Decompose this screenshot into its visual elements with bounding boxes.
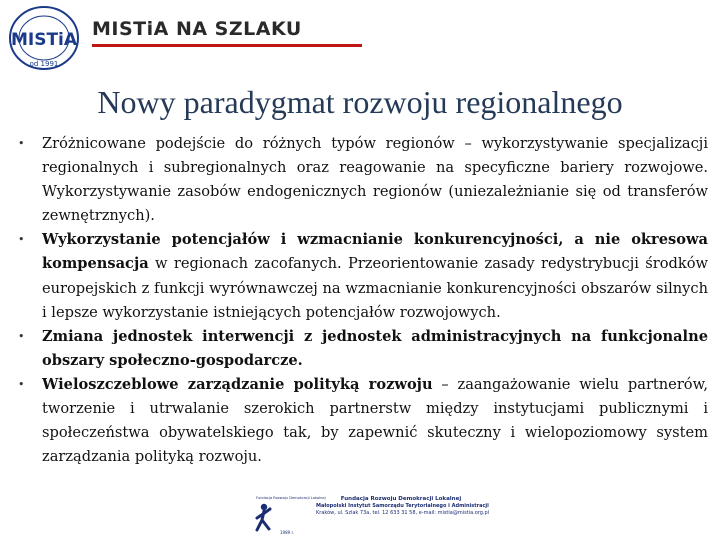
org-line-1: Fundacja Rozwoju Demokracji Lokalnej <box>340 496 462 502</box>
bullet-text <box>42 228 708 324</box>
bullet-item <box>18 325 708 373</box>
bullet-1-text: Zróżnicowane podejście do różnych typów regionów – wykorzystywanie specjalizacji regionalnych i subregionalnych oraz reagowanie na specyficzne bariery rozwojowe. Wykorzystywanie zasobów endogenicznych regionów (uniezależnianie się od transferów zewnętrznych). <box>42 135 708 225</box>
brand-name: MISTiA NA SZLAKU <box>92 18 302 40</box>
bullet-icon: • <box>18 137 25 150</box>
foundation-text <box>316 496 490 517</box>
figure-year: 1989 r. <box>280 530 294 535</box>
figure-icon <box>248 494 326 538</box>
bullet-4-text: – zaangażowanie wielu partnerów, tworzenie i utrwalanie szerokich partnerstw między instytucjami publicznymi i społeczeństwa obywatelskiego tak, by zapewnić skuteczny i wielopoziomowy system zarządzania polityką rozwoju. <box>42 375 708 466</box>
bullet-text <box>42 373 708 469</box>
bullet-icon: • <box>18 233 25 247</box>
bullet-2-bold: Wykorzystanie potencjałów i wzmacnianie konkurencyjności, a nie okresowa kompensacja <box>42 231 708 273</box>
org-line-3: Kraków, ul. Szlak 73a, tel. 12 633 31 58, e-mail: mistia@mistia.org.pl <box>316 510 490 516</box>
logo-seal-year: od 1991 <box>29 60 59 68</box>
bullet-text <box>42 325 708 373</box>
org-line-2: Małopolski Instytut Samorządu Terytorialnego i Administracji <box>316 503 489 509</box>
bullet-4-bold: Wieloszczeblowe zarządzanie polityką rozwoju <box>42 375 433 393</box>
bullet-item <box>18 373 708 469</box>
bullet-icon: • <box>18 377 25 391</box>
fundation-logo <box>248 494 326 538</box>
footer-logos <box>248 494 488 538</box>
bullet-item <box>18 228 708 324</box>
bullet-icon: • <box>18 329 25 343</box>
slide-title: Nowy paradygmat rozwoju regionalnego <box>97 84 623 120</box>
figure-caption: Fundacja Rozwoju Demokracji Lokalnej <box>256 496 326 500</box>
bullet-list <box>18 132 708 469</box>
bullet-text <box>42 132 708 228</box>
bullet-item <box>18 132 708 228</box>
bullet-3-bold: Zmiana jednostek interwencji z jednostek administracyjnych na funkcjonalne obszary społeczno-gospodarcze. <box>42 327 708 369</box>
brand-accent-line <box>92 44 362 47</box>
logo-seal-text: MISTiA <box>10 30 78 50</box>
mistia-logo-seal <box>6 4 82 72</box>
bullet-2-text: w regionach zacofanych. Przeorientowanie zasady redystrybucji środków europejskich z funkcji wyrównawczej na wzmacnianie konkurencyjności obszarów silnych i lepsze wykorzystanie istniejących potencjałów rozwojowych. <box>42 255 708 321</box>
